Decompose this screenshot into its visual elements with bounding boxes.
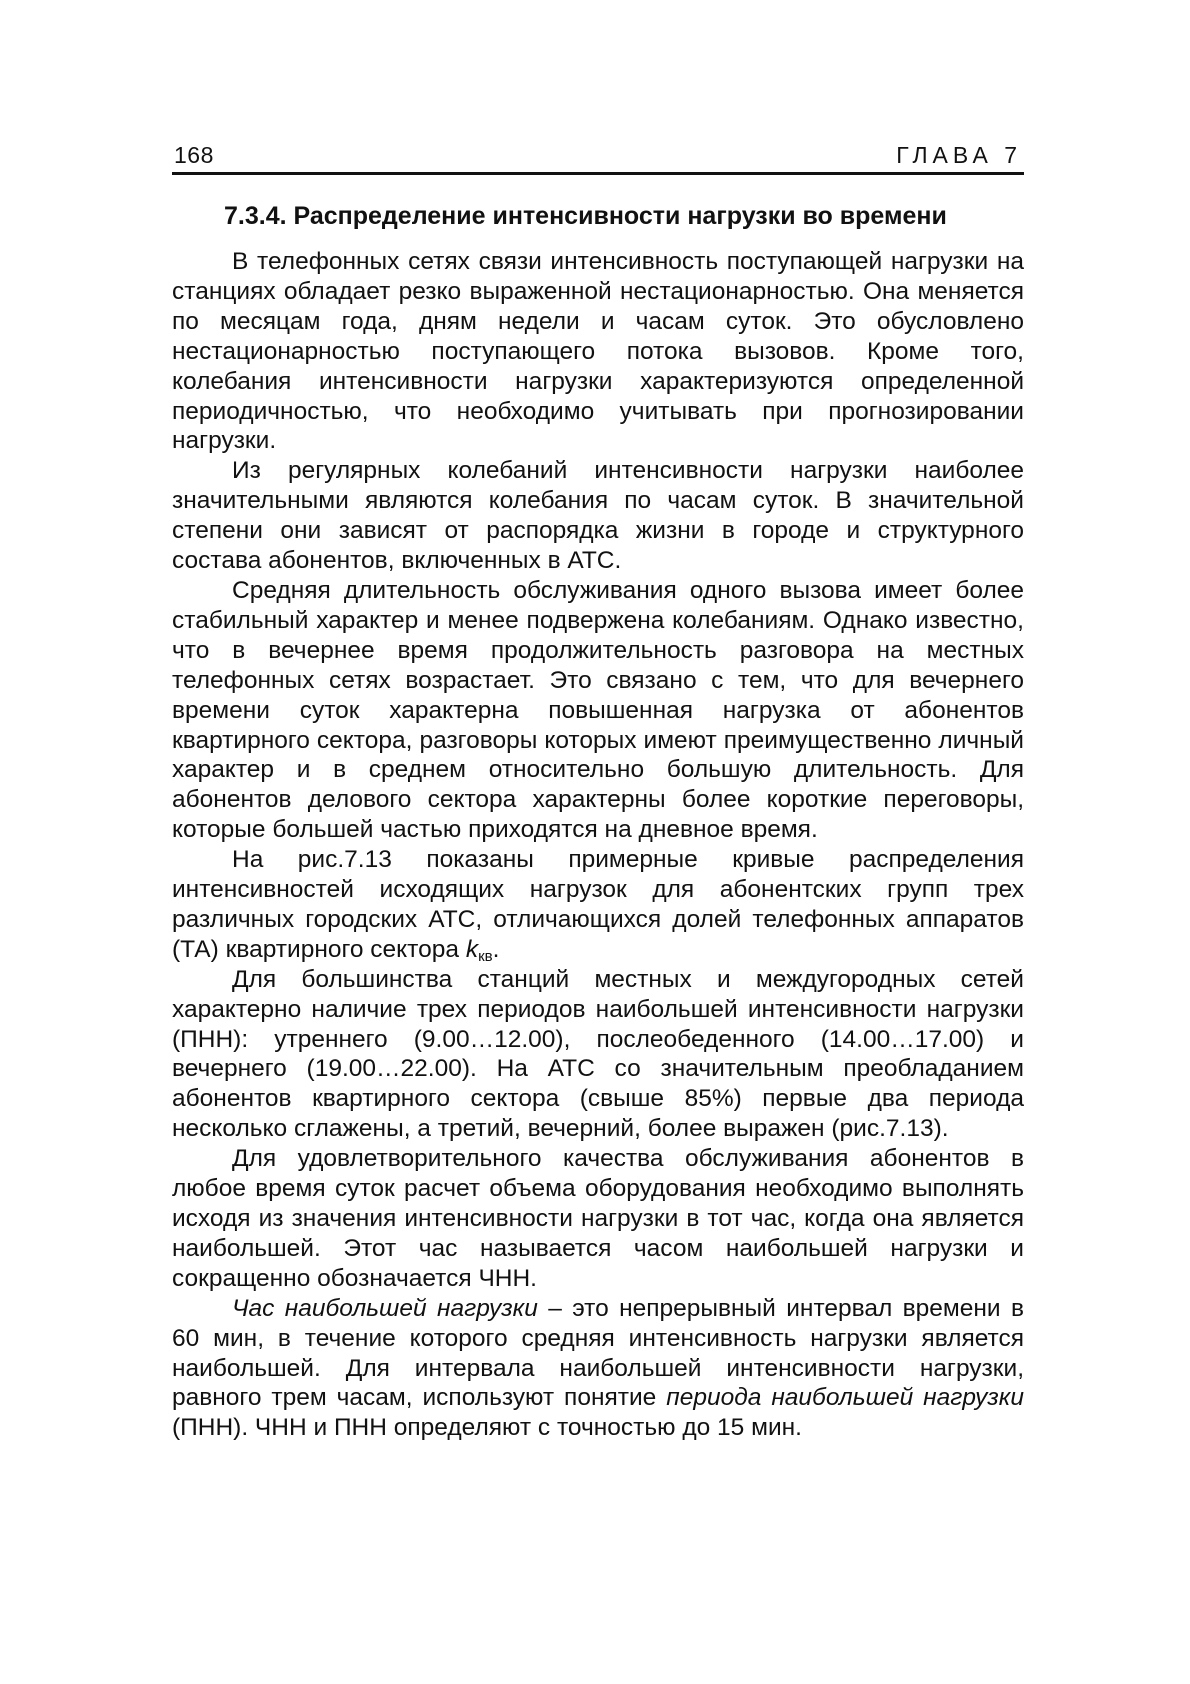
paragraph-5: Для большинства станций местных и междугородных сетей характерно наличие трех периодов наибольшей интенсивности нагрузки (ПНН): утреннего (9.00…12.00), послеобеденного (14.00…17.00) и вечернего (19.00…22.00). На АТС со значительным преобладанием абонентов квартирного сектора (свыше 85%) первые два периода несколько сглажены, а третий, вечерний, более выражен (рис.7.13). xyxy=(172,965,1024,1143)
k-subscript: кв xyxy=(478,947,493,965)
term-busy-hour: Час наибольшей нагрузки xyxy=(232,1294,538,1322)
paragraph-4 xyxy=(172,845,1024,965)
paragraph-4-end: . xyxy=(492,935,500,963)
paragraph-7-text-1: – это непрерывный интервал времени в 60 мин, в течение которого средняя интенсивность нагрузки является наибольшей. Для интервала наибольшей интенсивности нагрузки, равного трем часам, используют понятие xyxy=(172,1294,1025,1412)
term-busy-period: периода наибольшей нагрузки xyxy=(666,1384,1024,1412)
chapter-label: ГЛАВА 7 xyxy=(896,142,1022,168)
paragraph-2: Из регулярных колебаний интенсивности нагрузки наиболее значительными являются колебания по часам суток. В значительной степени они зависят от распорядка жизни в городе и структурного состава абонентов, включенных в АТС. xyxy=(172,457,1024,575)
running-header xyxy=(172,138,1024,175)
paragraph-7 xyxy=(172,1294,1024,1444)
paragraph-3: Средняя длительность обслуживания одного вызова имеет более стабильный характер и менее подвержена колебаниям. Однако известно, что в вечернее время продолжительность разговора на местных телефонных сетях возрастает. Это связано с тем, что для вечернего времени суток характерна повышенная нагрузка от абонентов квартирного сектора, разговоры которых имеют преимущественно личный характер и в среднем относительно большую длительность. Для абонентов делового сектора характерны более короткие переговоры, которые большей частью приходятся на дневное время. xyxy=(172,576,1024,844)
paragraph-1: В телефонных сетях связи интенсивность поступающей нагрузки на станциях обладает резко выраженной нестационарностью. Она меняется по месяцам года, дням недели и часам суток. Это обусловлено нестационарностью поступающего потока вызовов. Кроме того, колебания интенсивности нагрузки характеризуются определенной периодичностью, что необходимо учитывать при прогнозировании нагрузки. xyxy=(172,248,1024,455)
section-title: 7.3.4. Распределение интенсивности нагрузки во времени xyxy=(224,202,947,230)
k-symbol: k xyxy=(465,935,479,963)
paragraph-4-text: На рис.7.13 показаны примерные кривые распределения интенсивностей исходящих нагрузок для абонентских групп трех различных городских АТС, отличающихся долей телефонных аппаратов (ТА) квартирного сектора xyxy=(172,846,1024,963)
paragraph-6: Для удовлетворительного качества обслуживания абонентов в любое время суток расчет объема оборудования необходимо выполнять исходя из значения интенсивности нагрузки в тот час, когда она является наибольшей. Этот час называется часом наибольшей нагрузки и сокращенно обозначается ЧНН. xyxy=(172,1145,1024,1292)
book-page xyxy=(172,138,1024,1443)
paragraph-7-text-2: (ПНН). ЧНН и ПНН определяют с точностью до 15 мин. xyxy=(172,1414,802,1442)
page-number: 168 xyxy=(174,142,214,168)
